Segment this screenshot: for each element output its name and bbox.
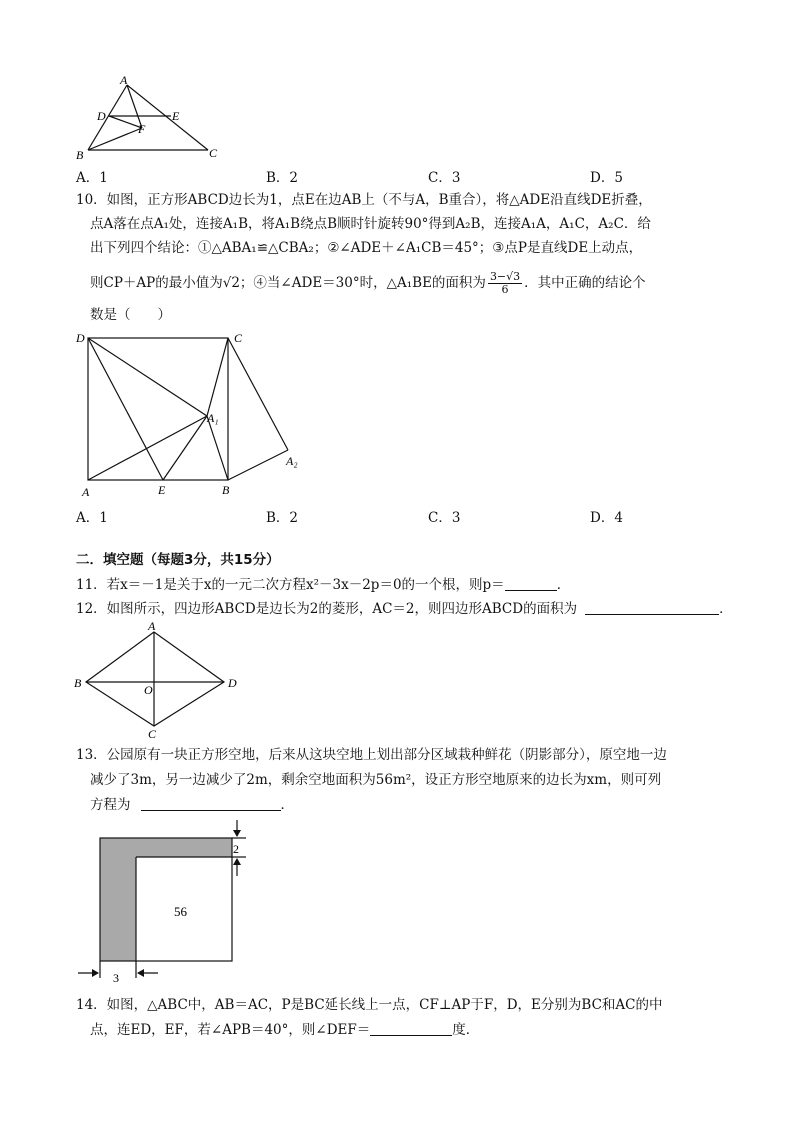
q11-text: [76, 575, 570, 595]
q10-line2: 点A落在点A₁处，连接A₁B，将A₁B绕点B顺时针旋转90°得到A₂B，连接A₁A，A₁C，A₂C．给: [90, 216, 651, 232]
q10-figure: [70, 328, 310, 500]
q13-line1: 13．公园原有一块正方形空地，后来从这块空地上划出部分区域栽种鲜花（阴影部分），原空地一边: [76, 747, 667, 763]
q13-area-label: 56: [174, 904, 187, 919]
q10-label-e: E: [158, 483, 166, 497]
q13-line3-a: 方程为: [90, 797, 131, 813]
q13-answer-blank[interactable]: [141, 796, 281, 811]
q10-frac-den: 6: [501, 283, 509, 296]
q12-label-c: C: [148, 727, 157, 741]
q10-label-a1: A₁: [207, 411, 219, 425]
q10-area-fraction: [488, 271, 522, 296]
q12-text: [76, 599, 733, 619]
q9-label-f: F: [138, 122, 146, 136]
q13-dim-top: 2: [233, 842, 239, 856]
q12-label-a: A: [148, 620, 156, 633]
q14-line1: 14．如图，△ABC中，AB＝AC，P是BC延长线上一点，CF⊥AP于F，D，E分别为BC和AC的中: [76, 997, 663, 1013]
q9-label-a: A: [120, 73, 128, 87]
q13-line2: 减少了3m，另一边减少了2m，剩余空地面积为56m²，设正方形空地原来的边长为xm，则可列: [90, 772, 662, 788]
q10-frac-num: 3−√3: [489, 270, 521, 283]
q10-label-a: A: [82, 485, 90, 499]
q10-choice-b: B．2: [266, 510, 299, 526]
q11-text-b: ．: [556, 577, 571, 593]
q10-line5: 数是（ ）: [90, 307, 171, 323]
q10-label-c: C: [234, 331, 243, 345]
section2-heading: 二．填空题（每题3分，共15分）: [76, 552, 280, 568]
q12-label-d: D: [228, 676, 237, 690]
q9-label-b: B: [76, 148, 84, 162]
q13-dim-left: 3: [113, 971, 119, 985]
q9-label-c: C: [209, 146, 218, 160]
q9-choice-d: D．5: [590, 170, 623, 186]
q11-answer-blank[interactable]: [505, 576, 557, 591]
q14-line2-b: 度．: [452, 1022, 480, 1038]
q9-choice-a: A．1: [76, 170, 108, 186]
q9-label-d: D: [97, 109, 106, 123]
q14-line2-a: 点，连ED，EF，若∠APB＝40°，则∠DEF＝: [90, 1022, 371, 1038]
q10-line1: 10．如图，正方形ABCD边长为1，点E在边AB上（不与A，B重合），将△ADE沿直线DE折叠，: [76, 192, 652, 208]
q10-choice-d: D．4: [590, 510, 623, 526]
q10-label-d: D: [76, 331, 85, 345]
q9-figure: [70, 70, 230, 165]
q14-answer-blank[interactable]: [370, 1021, 452, 1036]
q13-figure: [70, 818, 270, 988]
q10-line3: 出下列四个结论：①△ABA₁≌△CBA₂；②∠ADE＋∠A₁CB＝45°；③点P是直线DE上动点，: [90, 240, 643, 256]
q12-label-b: B: [74, 676, 82, 690]
q9-choice-b: B．2: [266, 170, 299, 186]
q12-text-b: ．: [719, 601, 733, 617]
q10-label-b: B: [222, 483, 230, 497]
q9-label-e: E: [172, 109, 180, 123]
q10-choice-a: A．1: [76, 510, 108, 526]
q13-line3-b: ．: [280, 797, 294, 813]
q12-label-o: O: [144, 683, 153, 697]
q10-line4-a: 则CP＋AP的最小值为√2；④当∠ADE＝30°时，△A₁BE的面积为: [90, 275, 486, 291]
q10-line4: [90, 270, 646, 296]
q12-figure: [70, 620, 250, 742]
q10-label-a2: A₂: [286, 454, 298, 468]
q12-text-a: 12．如图所示，四边形ABCD是边长为2的菱形，AC＝2，则四边形ABCD的面积为: [76, 601, 578, 617]
q14-line2: [90, 1020, 479, 1040]
q10-choice-c: C．3: [428, 510, 461, 526]
q9-choice-c: C．3: [428, 170, 461, 186]
q11-text-a: 11．若x＝－1是关于x的一元二次方程x²－3x－2p＝0的一个根，则p＝: [76, 577, 505, 593]
q13-line3: [90, 795, 294, 815]
q10-line4-b: ．其中正确的结论个: [524, 275, 646, 291]
q12-answer-blank[interactable]: [585, 600, 719, 615]
